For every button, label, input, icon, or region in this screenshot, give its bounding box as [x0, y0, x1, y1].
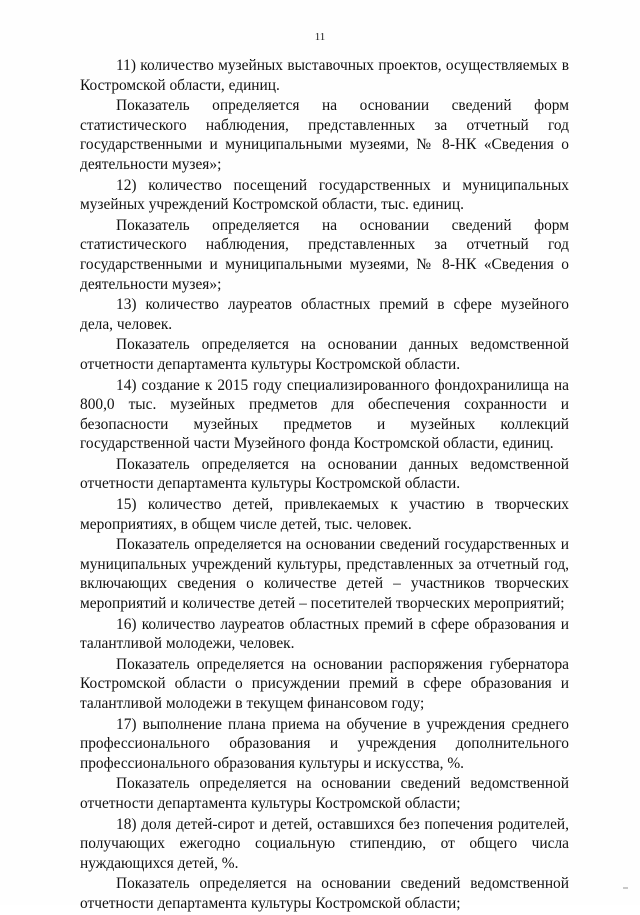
- paragraph-indicator-18: Показатель определяется на основании сведений ведомственной отчетности департамента культуры Костромской области;: [80, 875, 569, 912]
- paragraph-indicator-16: Показатель определяется на основании распоряжения губернатора Костромской области о присуждении премий в сфере образования и талантливой молодежи в текущем финансовом году;: [80, 655, 569, 712]
- paragraph-indicator-15: Показатель определяется на основании сведений государственных и муниципальных учреждений культуры, представленных за отчетный год, включающих сведения о количестве детей – участников творческих мероприятий и количестве детей – посетителей творческих мероприятий;: [80, 536, 569, 613]
- paragraph-item-17: 17) выполнение плана приема на обучение в учреждения среднего профессионального образования и учреждения дополнительного профессионального образования культуры и искусства, %.: [80, 715, 569, 772]
- paragraph-item-16: 16) количество лауреатов областных премий в сфере образования и талантливой молодежи, человек.: [80, 615, 569, 653]
- paragraph-indicator-14: Показатель определяется на основании данных ведомственной отчетности департамента культуры Костромской области.: [80, 455, 569, 493]
- paragraph-indicator-11: Показатель определяется на основании сведений форм статистического наблюдения, представленных за отчетный год государственными и муниципальными музеями, № 8-НК «Сведения о деятельности музея»;: [80, 97, 569, 173]
- paragraph-indicator-13: Показатель определяется на основании данных ведомственной отчетности департамента культуры Костромской области.: [80, 336, 569, 373]
- paragraph-item-15: 15) количество детей, привлекаемых к участию в творческих мероприятиях, в общем числе детей, тыс. человек.: [80, 496, 569, 533]
- paragraph-item-14: 14) создание к 2015 году специализированного фондохранилища на 800,0 тыс. музейных предметов для обеспечения сохранности и безопасности музейных предметов и музейных коллекций государственной части Музейного фонда Костромской области, единиц.: [80, 376, 569, 453]
- page-number: 11: [314, 31, 326, 43]
- scan-mark: [623, 887, 628, 889]
- document-body: [80, 56, 569, 915]
- paragraph-indicator-17: Показатель определяется на основании сведений ведомственной отчетности департамента культуры Костромской области;: [80, 775, 569, 812]
- paragraph-item-11: 11) количество музейных выставочных проектов, осуществляемых в Костромской области, единиц.: [80, 57, 569, 94]
- paragraph-item-13: 13) количество лауреатов областных премий в сфере музейного дела, человек.: [80, 296, 569, 333]
- paragraph-item-18: 18) доля детей-сирот и детей, оставшихся без попечения родителей, получающих ежегодно социальную стипендию, от общего числа нуждающихся детей, %.: [80, 815, 569, 872]
- paragraph-item-12: 12) количество посещений государственных и муниципальных музейных учреждений Костромской области, тыс. единиц.: [80, 176, 569, 214]
- paragraph-indicator-12: Показатель определяется на основании сведений форм статистического наблюдения, представленных за отчетный год государственными и муниципальными музеями, № 8-НК «Сведения о деятельности музея»;: [80, 216, 569, 293]
